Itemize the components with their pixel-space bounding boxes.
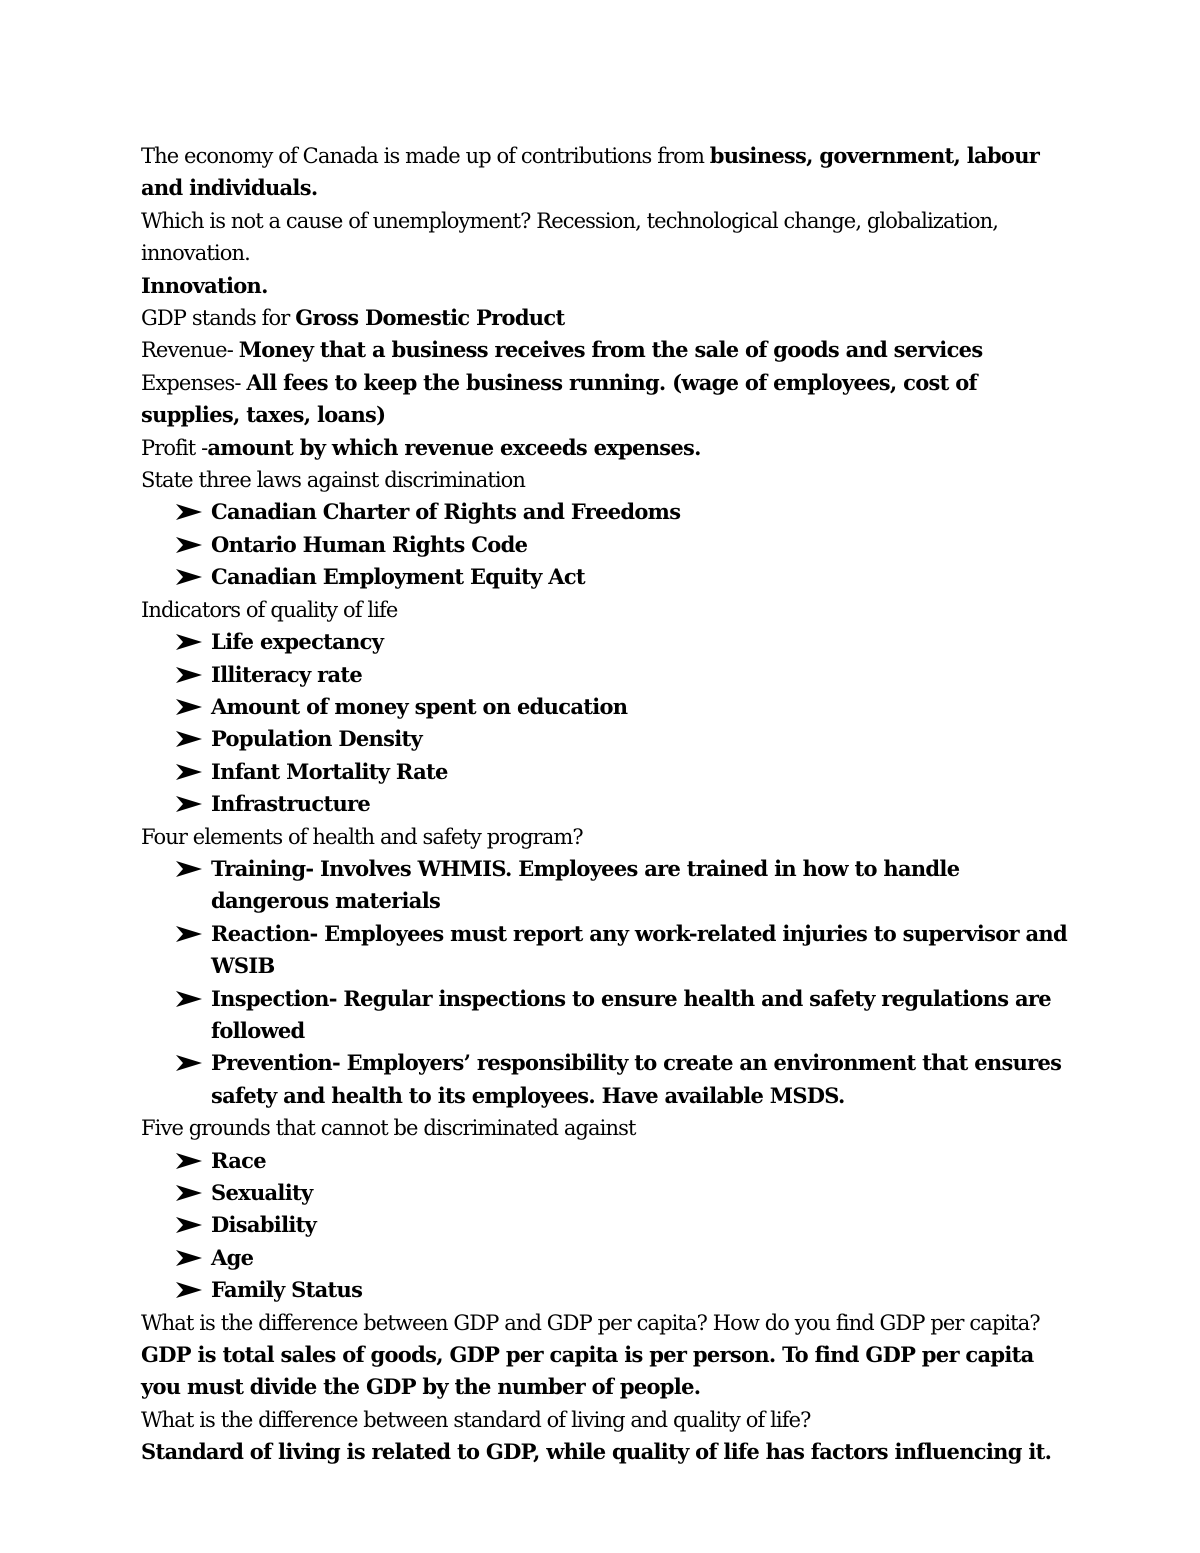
list-item <box>141 853 1071 918</box>
arrowhead-bullet-icon <box>176 1047 204 1079</box>
economy-statement-text: The economy of Canada is made up of contributions from <box>141 144 710 168</box>
list-item-text: Prevention- Employers’ responsibility to create an environment that ensures safety and health to its employees. Have available MSDS. <box>211 1050 1062 1108</box>
arrowhead-bullet-icon <box>176 691 204 723</box>
standard-of-living-question-text: What is the difference between standard of living and quality of life? <box>141 1407 811 1432</box>
quality-list <box>141 626 1071 820</box>
quality-heading <box>141 594 1071 626</box>
list-item-text: Reaction- Employees must report any work-related injuries to supervisor and WSIB <box>211 920 1067 979</box>
list-item-text: Life expectancy <box>211 629 384 655</box>
list-item <box>141 788 1071 820</box>
gdp-per-capita-answer-text: GDP is total sales of goods, GDP per capita is per person. To find GDP per capita you must divide the GDP by the number of people. <box>141 1342 1034 1400</box>
list-item <box>141 691 1071 723</box>
arrowhead-bullet-icon <box>176 496 204 528</box>
arrowhead-bullet-icon <box>176 1274 204 1306</box>
list-item <box>141 626 1071 658</box>
list-item-text: Amount of money spent on education <box>211 693 628 719</box>
expenses-definition-label: Expenses- <box>141 370 247 395</box>
arrowhead-bullet-icon <box>176 1209 204 1241</box>
profit-definition-label: Profit - <box>141 435 208 460</box>
arrowhead-bullet-icon <box>176 983 204 1015</box>
list-item <box>141 1145 1071 1177</box>
arrowhead-bullet-icon <box>176 918 204 950</box>
arrowhead-bullet-icon <box>176 723 204 755</box>
gdp-per-capita-answer <box>141 1339 1071 1404</box>
economy-statement-answer: business, government, labour and individuals. <box>141 143 1040 201</box>
list-item-text: Inspection- Regular inspections to ensure health and safety regulations are followed <box>211 985 1051 1043</box>
list-item-text: Illiteracy rate <box>211 661 363 687</box>
grounds-heading-text: Five grounds that cannot be discriminated against <box>141 1116 636 1141</box>
document-page <box>141 140 1071 1469</box>
health-heading <box>141 821 1071 853</box>
list-item <box>141 918 1071 983</box>
unemployment-question <box>141 205 1071 270</box>
unemployment-question-text: Which is not a cause of unemployment? Recession, technological change, globalization, innovation. <box>141 208 999 266</box>
standard-of-living-answer <box>141 1436 1071 1468</box>
quality-heading-text: Indicators of quality of life <box>141 597 398 622</box>
gdp-definition <box>141 302 1071 334</box>
profit-definition <box>141 432 1071 464</box>
list-item <box>141 496 1071 528</box>
list-item <box>141 1274 1071 1306</box>
list-item-text: Age <box>211 1244 254 1270</box>
grounds-heading <box>141 1112 1071 1144</box>
laws-heading <box>141 464 1071 496</box>
arrowhead-bullet-icon <box>176 1145 204 1177</box>
list-item <box>141 723 1071 755</box>
gdp-per-capita-question <box>141 1307 1071 1339</box>
revenue-definition <box>141 334 1071 366</box>
list-item <box>141 756 1071 788</box>
arrowhead-bullet-icon <box>176 1242 204 1274</box>
expenses-definition-answer: All fees to keep the business running. (wage of employees, cost of supplies, taxes, loans) <box>141 369 977 428</box>
arrowhead-bullet-icon <box>176 529 204 561</box>
list-item <box>141 561 1071 593</box>
list-item-text: Ontario Human Rights Code <box>211 531 528 557</box>
grounds-list <box>141 1145 1071 1307</box>
list-item-text: Population Density <box>211 726 422 752</box>
list-item-text: Canadian Employment Equity Act <box>211 564 585 590</box>
standard-of-living-question <box>141 1404 1071 1436</box>
revenue-definition-answer: Money that a business receives from the sale of goods and services <box>238 337 983 363</box>
unemployment-answer <box>141 270 1071 302</box>
list-item-text: Canadian Charter of Rights and Freedoms <box>211 499 681 525</box>
list-item-text: Infant Mortality Rate <box>211 758 448 784</box>
list-item <box>141 1177 1071 1209</box>
revenue-definition-label: Revenue- <box>141 338 239 363</box>
health-heading-text: Four elements of health and safety program? <box>141 824 583 849</box>
list-item-text: Family Status <box>211 1277 363 1303</box>
list-item <box>141 529 1071 561</box>
unemployment-answer-text: Innovation. <box>141 272 268 298</box>
list-item-text: Sexuality <box>211 1180 313 1205</box>
profit-definition-answer: amount by which revenue exceeds expenses. <box>207 434 701 460</box>
health-list <box>141 853 1071 1112</box>
arrowhead-bullet-icon <box>176 659 204 691</box>
laws-list <box>141 496 1071 593</box>
list-item <box>141 1047 1071 1112</box>
arrowhead-bullet-icon <box>176 1177 204 1209</box>
economy-statement <box>141 140 1071 205</box>
arrowhead-bullet-icon <box>176 626 204 658</box>
list-item-text: Race <box>211 1147 266 1173</box>
arrowhead-bullet-icon <box>176 788 204 820</box>
expenses-definition <box>141 367 1071 432</box>
list-item <box>141 1209 1071 1241</box>
list-item <box>141 1242 1071 1274</box>
list-item <box>141 659 1071 691</box>
list-item <box>141 983 1071 1048</box>
arrowhead-bullet-icon <box>176 561 204 593</box>
arrowhead-bullet-icon <box>176 853 204 885</box>
standard-of-living-answer-text: Standard of living is related to GDP, while quality of life has factors influencing it. <box>141 1439 1052 1465</box>
list-item-text: Disability <box>211 1212 317 1238</box>
laws-heading-text: State three laws against discrimination <box>141 468 526 493</box>
gdp-definition-answer: Gross Domestic Product <box>295 305 565 331</box>
list-item-text: Infrastructure <box>211 791 371 817</box>
list-item-text: Training- Involves WHMIS. Employees are trained in how to handle dangerous materials <box>211 855 960 914</box>
gdp-per-capita-question-text: What is the difference between GDP and GDP per capita? How do you find GDP per capita? <box>141 1310 1040 1335</box>
gdp-definition-label: GDP stands for <box>141 306 296 331</box>
arrowhead-bullet-icon <box>176 756 204 788</box>
